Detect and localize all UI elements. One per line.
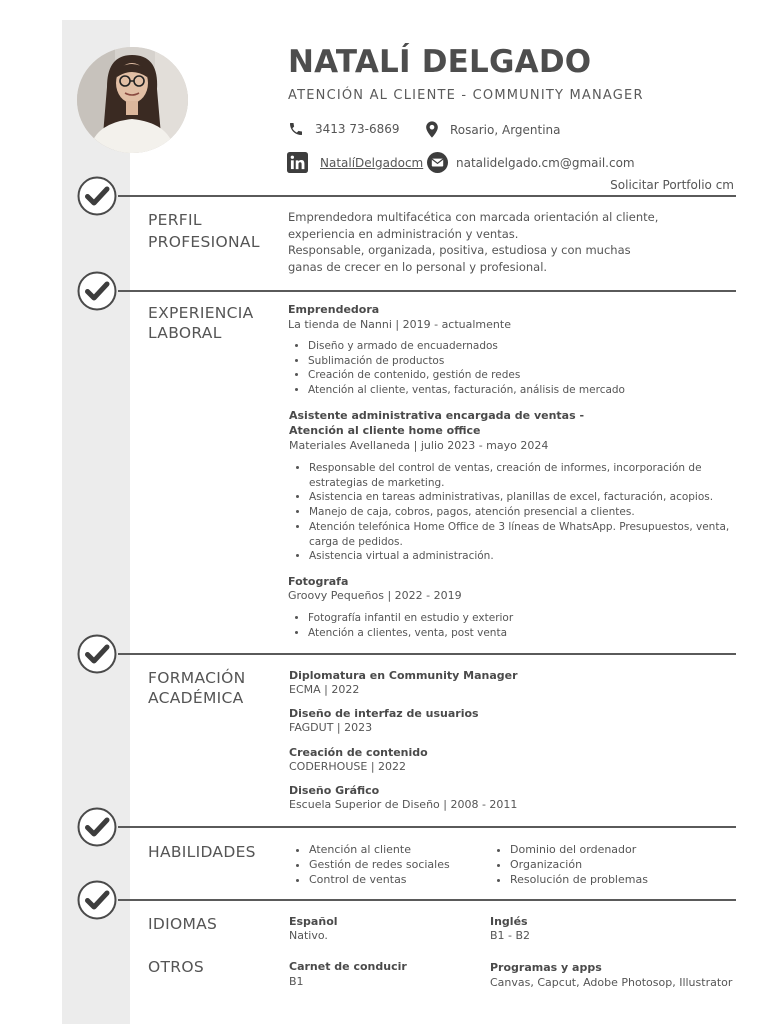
- list-item: • Responsable del control de ventas, creación de informes, incorporación de estrategias de marketing.: [309, 461, 737, 490]
- phone-contact: [288, 121, 400, 137]
- section-title-formacion: [148, 668, 245, 708]
- list-item: • Fotografía infantil en estudio y exterior: [308, 611, 748, 626]
- language-level: Nativo.: [289, 929, 328, 942]
- course-subtitle: FAGDUT | 2023: [289, 721, 373, 734]
- linkedin-link[interactable]: NatalíDelgadocm: [320, 155, 424, 170]
- job-subtitle: La tienda de Nanni | 2019 - actualmente: [288, 318, 511, 331]
- section-title-habilidades: HABILIDADES: [148, 843, 256, 861]
- section-title-experiencia: [148, 303, 254, 343]
- list-item: • Asistencia en tareas administrativas, planillas de excel, facturación, acopios.: [309, 490, 737, 505]
- email-contact[interactable]: [427, 152, 635, 173]
- course-subtitle: CODERHOUSE | 2022: [289, 760, 407, 773]
- list-item: • Asistencia virtual a administración.: [309, 549, 737, 564]
- job-bullets: [288, 339, 748, 398]
- other-item-name: Programas y apps: [490, 961, 602, 974]
- language-name: Inglés: [490, 915, 528, 928]
- section-title-perfil: [148, 210, 260, 252]
- profile-photo: [77, 47, 188, 153]
- email-address[interactable]: natalidelgado.cm@gmail.com: [456, 155, 635, 170]
- perfil-summary: [288, 209, 658, 275]
- other-item-name: Carnet de conducir: [289, 960, 407, 973]
- list-item: • Resolución de problemas: [510, 872, 740, 887]
- course-title: Diseño Gráfico: [289, 784, 380, 797]
- candidate-role: ATENCIÓN AL CLIENTE - COMMUNITY MANAGER: [288, 88, 644, 103]
- job-title-line: Atención al cliente home office: [289, 424, 481, 437]
- job-subtitle: Groovy Pequeños | 2022 - 2019: [288, 589, 462, 602]
- section-title-line: LABORAL: [148, 324, 222, 342]
- course-title: Creación de contenido: [289, 746, 428, 759]
- section-divider: [118, 899, 736, 901]
- section-title-line: PROFESIONAL: [148, 233, 260, 251]
- job-title: Fotografa: [288, 575, 349, 588]
- job-bullets: [289, 461, 737, 564]
- section-divider: [118, 195, 736, 197]
- section-title-line: PERFIL: [148, 211, 202, 229]
- section-divider: [118, 290, 736, 292]
- email-icon: [427, 152, 448, 173]
- list-item: • Sublimación de productos: [308, 354, 748, 369]
- job-title: [289, 408, 584, 438]
- list-item: • Control de ventas: [309, 872, 509, 887]
- section-divider: [118, 826, 736, 828]
- job-bullets: [288, 611, 748, 640]
- job-title: Emprendedora: [288, 303, 380, 316]
- language-level: B1 - B2: [490, 929, 531, 942]
- section-title-line: EXPERIENCIA: [148, 304, 254, 322]
- check-circle-icon: [77, 880, 117, 920]
- perfil-line: experiencia en administración y ventas.: [288, 226, 519, 241]
- check-circle-icon: [77, 176, 117, 216]
- location-pin-icon: [425, 121, 439, 138]
- job-subtitle: Materiales Avellaneda | julio 2023 - mayo 2024: [289, 439, 549, 452]
- list-item: • Creación de contenido, gestión de redes: [308, 368, 748, 383]
- skills-list-right: [490, 842, 740, 887]
- list-item: • Dominio del ordenador: [510, 842, 740, 857]
- list-item: • Gestión de redes sociales: [309, 857, 509, 872]
- linkedin-icon: [287, 152, 308, 173]
- perfil-line: Emprendedora multifacética con marcada orientación al cliente,: [288, 210, 659, 224]
- check-circle-icon: [77, 634, 117, 674]
- job-title-line: Asistente administrativa encargada de ventas -: [289, 409, 585, 422]
- phone-number: 3413 73-6869: [315, 122, 400, 136]
- list-item: • Diseño y armado de encuadernados: [308, 339, 748, 354]
- perfil-line: Responsable, organizada, positiva, estudiosa y con muchas: [288, 243, 631, 257]
- other-item-value: Canvas, Capcut, Adobe Photosop, Illustrator: [490, 976, 733, 989]
- section-title-otros: OTROS: [148, 958, 204, 976]
- list-item: • Manejo de caja, cobros, pagos, atención presencial a clientes.: [309, 505, 737, 520]
- section-title-idiomas: IDIOMAS: [148, 915, 218, 933]
- linkedin-contact[interactable]: [287, 152, 423, 173]
- candidate-name: NATALÍ DELGADO: [288, 44, 592, 80]
- list-item: • Atención al cliente, ventas, facturación, análisis de mercado: [308, 383, 748, 398]
- section-title-line: FORMACIÓN: [148, 669, 246, 687]
- list-item: • Atención a clientes, venta, post venta: [308, 626, 748, 641]
- course-title: Diplomatura en Community Manager: [289, 669, 518, 682]
- check-circle-icon: [77, 807, 117, 847]
- course-subtitle: ECMA | 2022: [289, 683, 360, 696]
- location-contact: [425, 121, 561, 138]
- list-item: • Atención telefónica Home Office de 3 líneas de WhatsApp. Presupuestos, venta, carga de pedidos.: [309, 520, 737, 549]
- check-circle-icon: [77, 271, 117, 311]
- list-item: • Atención al cliente: [309, 842, 509, 857]
- section-title-line: ACADÉMICA: [148, 689, 244, 707]
- profile-photo-image: [77, 47, 188, 153]
- location-text: Rosario, Argentina: [450, 122, 561, 137]
- phone-icon: [288, 121, 304, 137]
- list-item: • Organización: [510, 857, 740, 872]
- language-name: Español: [289, 915, 338, 928]
- section-divider: [118, 653, 736, 655]
- other-item-value: B1: [289, 975, 304, 988]
- skills-list-left: [289, 842, 509, 887]
- perfil-line: ganas de crecer en lo personal y profesional.: [288, 259, 548, 274]
- portfolio-link[interactable]: Solicitar Portfolio cm: [610, 178, 734, 192]
- course-subtitle: Escuela Superior de Diseño | 2008 - 2011: [289, 798, 518, 811]
- course-title: Diseño de interfaz de usuarios: [289, 707, 479, 720]
- sidebar-strip: [62, 20, 130, 1024]
